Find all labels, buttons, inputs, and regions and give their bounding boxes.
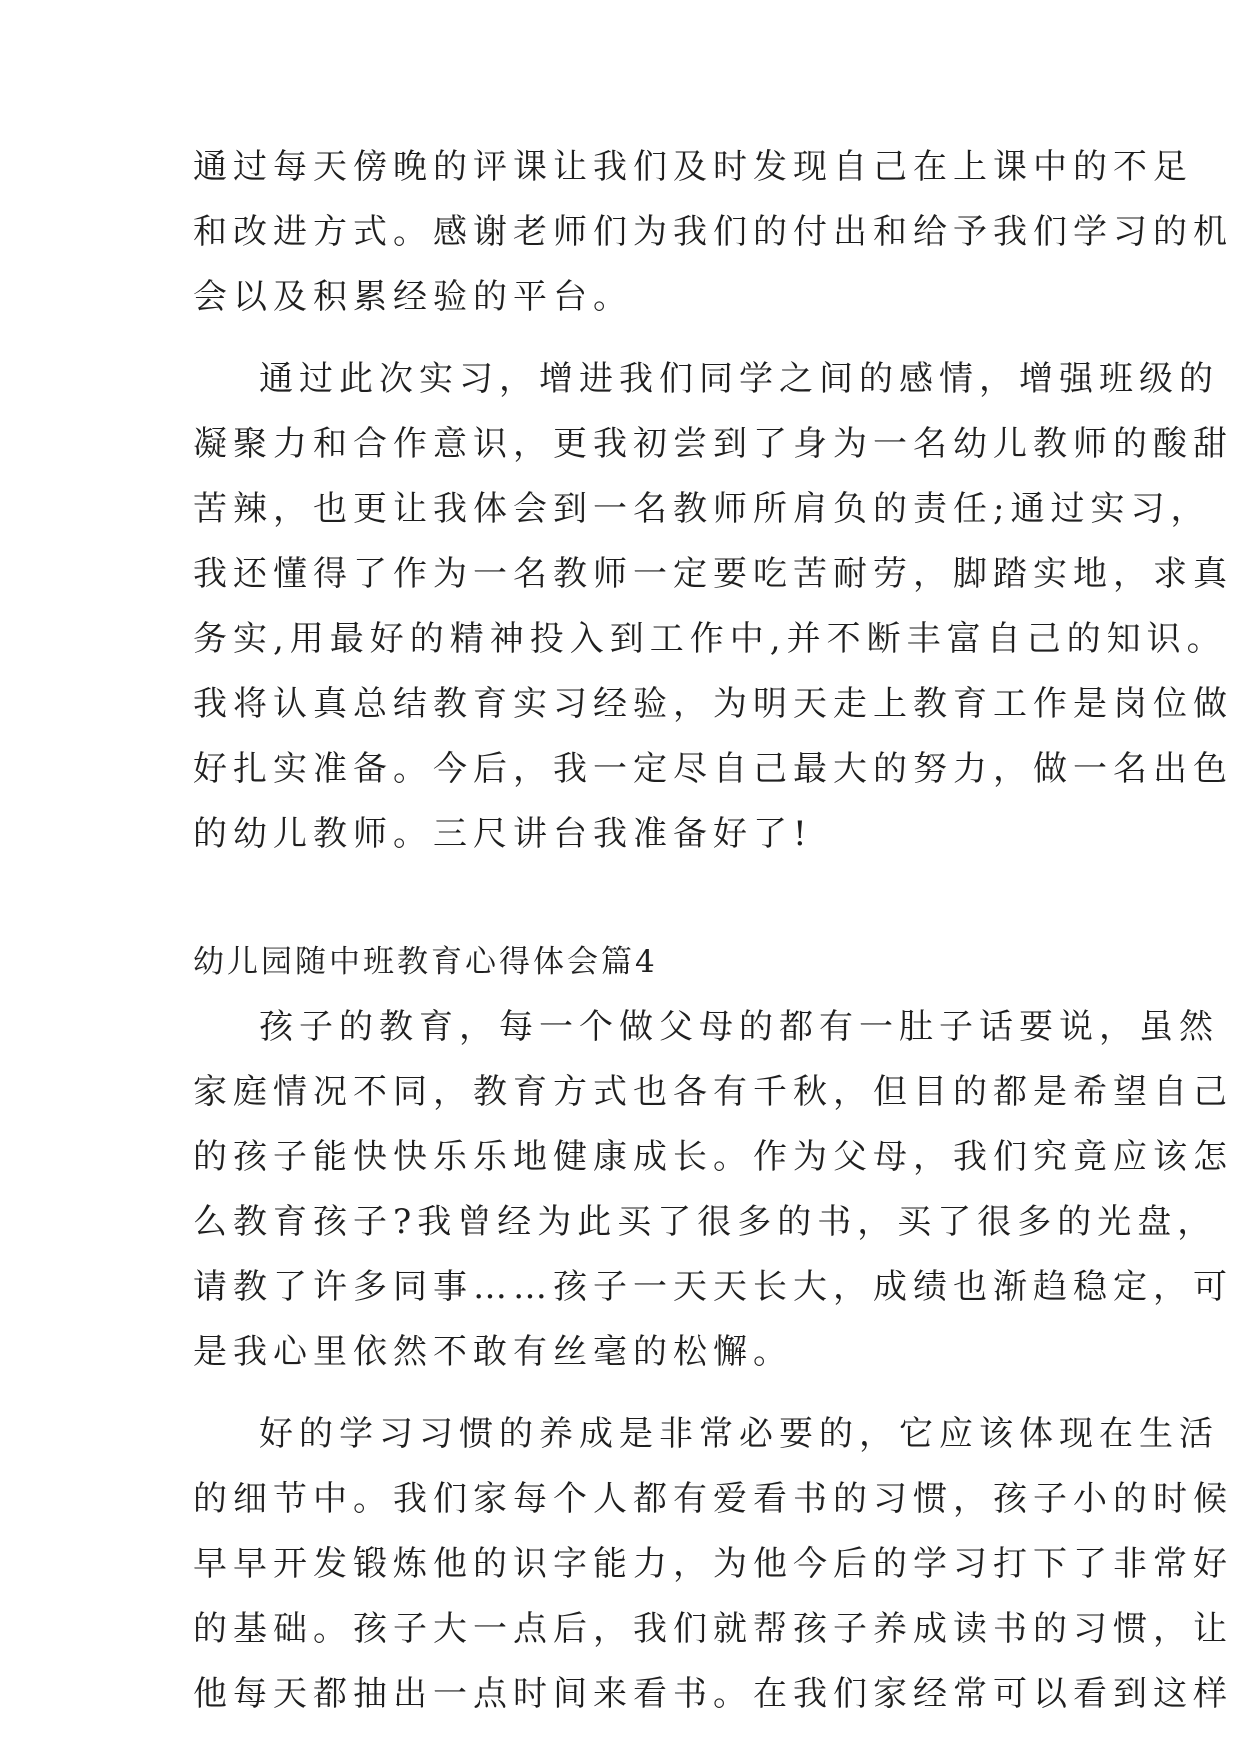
text-line: 早早开发锻炼他的识字能力，为他今后的学习打下了非常好 <box>193 1544 1233 1584</box>
text-line: 是我心里依然不敢有丝毫的松懈。 <box>193 1332 793 1372</box>
text-line: 会以及积累经验的平台。 <box>193 277 633 317</box>
section-spacer <box>193 867 1053 930</box>
text-line: 好的学习习惯的养成是非常必要的，它应该体现在生活 <box>259 1414 1219 1454</box>
paragraph-child-education <box>193 995 1233 1385</box>
paragraph-continued <box>193 135 1233 330</box>
paragraph-spacer <box>193 330 1053 347</box>
section-heading: 幼儿园随中班教育心得体会篇4 <box>193 944 658 980</box>
paragraph-internship-summary <box>193 347 1233 867</box>
text-line: 务实,用最好的精神投入到工作中,并不断丰富自己的知识。 <box>193 619 1227 659</box>
paragraph-study-habits <box>193 1402 1233 1727</box>
text-line: 孩子的教育，每一个做父母的都有一肚子话要说，虽然 <box>259 1007 1219 1047</box>
paragraph-spacer <box>193 1385 1053 1402</box>
text-line: 我将认真总结教育实习经验，为明天走上教育工作是岗位做 <box>193 684 1233 724</box>
text-line: 家庭情况不同，教育方式也各有千秋，但目的都是希望自己 <box>193 1072 1233 1112</box>
text-line: 通过每天傍晚的评课让我们及时发现自己在上课中的不足 <box>193 147 1193 187</box>
text-line: 的幼儿教师。三尺讲台我准备好了! <box>193 814 813 854</box>
text-line: 请教了许多同事……孩子一天天长大，成绩也渐趋稳定，可 <box>193 1267 1233 1307</box>
text-line: 的基础。孩子大一点后，我们就帮孩子养成读书的习惯，让 <box>193 1609 1233 1649</box>
text-line: 我还懂得了作为一名教师一定要吃苦耐劳，脚踏实地，求真 <box>193 554 1233 594</box>
text-line: 凝聚力和合作意识，更我初尝到了身为一名幼儿教师的酸甜 <box>193 424 1233 464</box>
text-line: 么教育孩子?我曾经为此买了很多的书，买了很多的光盘， <box>193 1202 1218 1242</box>
document-page <box>193 135 1233 1727</box>
text-line: 通过此次实习，增进我们同学之间的感情，增强班级的 <box>259 359 1219 399</box>
text-line: 苦辣，也更让我体会到一名教师所肩负的责任;通过实习， <box>193 489 1211 529</box>
text-line: 的孩子能快快乐乐地健康成长。作为父母，我们究竟应该怎 <box>193 1137 1233 1177</box>
text-line: 的细节中。我们家每个人都有爱看书的习惯，孩子小的时候 <box>193 1479 1233 1519</box>
text-line: 他每天都抽出一点时间来看书。在我们家经常可以看到这样 <box>193 1674 1233 1714</box>
text-line: 好扎实准备。今后，我一定尽自己最大的努力，做一名出色 <box>193 749 1233 789</box>
text-line: 和改进方式。感谢老师们为我们的付出和给予我们学习的机 <box>193 212 1233 252</box>
